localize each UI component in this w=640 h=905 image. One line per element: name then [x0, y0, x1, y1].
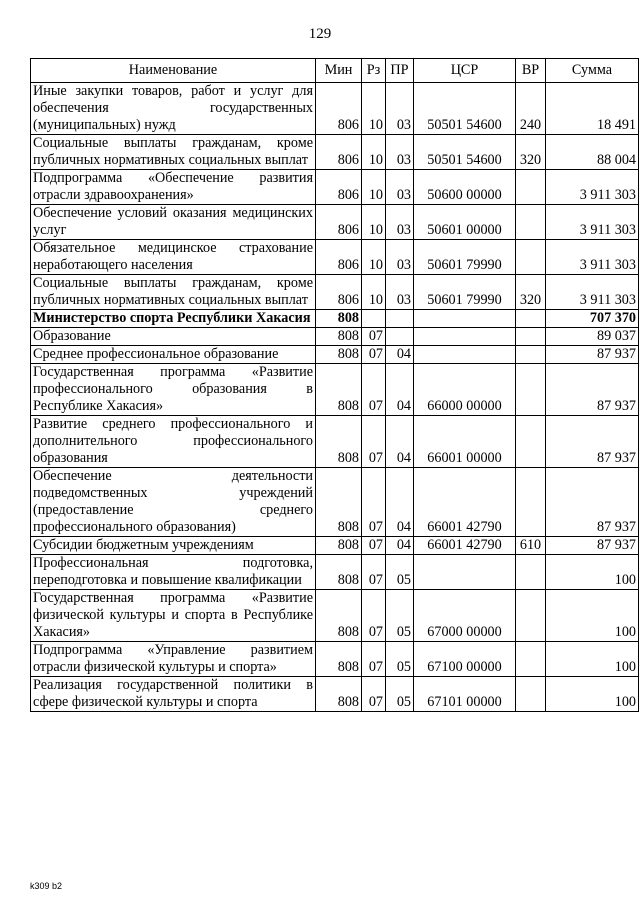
cell-sum: 87 937 — [546, 364, 639, 416]
header-pr: ПР — [386, 59, 414, 83]
cell-rz: 07 — [362, 677, 386, 712]
cell-vr: 320 — [516, 275, 546, 310]
header-name: Наименование — [31, 59, 316, 83]
cell-rz: 07 — [362, 642, 386, 677]
cell-vr — [516, 677, 546, 712]
table-row — [31, 170, 639, 205]
cell-rz: 07 — [362, 346, 386, 364]
cell-pr: 04 — [386, 537, 414, 555]
cell-vr — [516, 590, 546, 642]
cell-pr: 03 — [386, 205, 414, 240]
cell-name: Обязательное медицинское страхование неработающего населения — [31, 240, 316, 275]
cell-rz: 10 — [362, 135, 386, 170]
cell-sum: 87 937 — [546, 346, 639, 364]
cell-vr — [516, 468, 546, 537]
cell-vr: 320 — [516, 135, 546, 170]
cell-sum: 100 — [546, 642, 639, 677]
cell-sum: 87 937 — [546, 537, 639, 555]
cell-min: 806 — [316, 83, 362, 135]
table-row — [31, 590, 639, 642]
cell-csr: 67000 00000 — [414, 590, 516, 642]
cell-rz — [362, 310, 386, 328]
cell-pr: 04 — [386, 364, 414, 416]
cell-pr: 03 — [386, 83, 414, 135]
cell-name: Образование — [31, 328, 316, 346]
cell-csr — [414, 328, 516, 346]
cell-vr — [516, 642, 546, 677]
cell-rz: 07 — [362, 328, 386, 346]
cell-csr: 50600 00000 — [414, 170, 516, 205]
cell-rz: 07 — [362, 416, 386, 468]
table-row — [31, 328, 639, 346]
cell-csr: 67101 00000 — [414, 677, 516, 712]
cell-sum: 3 911 303 — [546, 275, 639, 310]
cell-name: Реализация государственной политики в сфере физической культуры и спорта — [31, 677, 316, 712]
cell-pr: 03 — [386, 170, 414, 205]
cell-sum: 100 — [546, 590, 639, 642]
cell-rz: 10 — [362, 170, 386, 205]
cell-pr: 03 — [386, 135, 414, 170]
header-vr: ВР — [516, 59, 546, 83]
header-rz: Рз — [362, 59, 386, 83]
cell-sum: 88 004 — [546, 135, 639, 170]
table-row — [31, 83, 639, 135]
cell-rz: 10 — [362, 205, 386, 240]
cell-csr: 50501 54600 — [414, 83, 516, 135]
cell-rz: 10 — [362, 240, 386, 275]
cell-name: Иные закупки товаров, работ и услуг для обеспечения государственных (муниципальных) нужд — [31, 83, 316, 135]
cell-pr: 04 — [386, 416, 414, 468]
cell-vr — [516, 364, 546, 416]
cell-pr: 04 — [386, 468, 414, 537]
cell-sum: 100 — [546, 677, 639, 712]
table-row — [31, 677, 639, 712]
cell-csr: 66001 00000 — [414, 416, 516, 468]
cell-name: Социальные выплаты гражданам, кроме публичных нормативных социальных выплат — [31, 135, 316, 170]
cell-sum: 87 937 — [546, 416, 639, 468]
cell-name: Субсидии бюджетным учреждениям — [31, 537, 316, 555]
table-row — [31, 275, 639, 310]
footer-code: k309 b2 — [30, 881, 63, 891]
table-row — [31, 416, 639, 468]
cell-rz: 10 — [362, 83, 386, 135]
cell-name: Обеспечение условий оказания медицинских услуг — [31, 205, 316, 240]
cell-pr: 05 — [386, 642, 414, 677]
cell-min: 806 — [316, 240, 362, 275]
cell-csr: 50501 54600 — [414, 135, 516, 170]
budget-table — [30, 58, 639, 712]
table-row — [31, 310, 639, 328]
cell-min: 808 — [316, 590, 362, 642]
cell-csr: 50601 79990 — [414, 275, 516, 310]
cell-name: Социальные выплаты гражданам, кроме публичных нормативных социальных выплат — [31, 275, 316, 310]
table-row — [31, 555, 639, 590]
cell-csr: 67100 00000 — [414, 642, 516, 677]
cell-vr — [516, 310, 546, 328]
cell-name: Среднее профессиональное образование — [31, 346, 316, 364]
table-row — [31, 537, 639, 555]
cell-vr — [516, 328, 546, 346]
cell-sum: 100 — [546, 555, 639, 590]
header-csr: ЦСР — [414, 59, 516, 83]
cell-sum: 87 937 — [546, 468, 639, 537]
cell-name: Развитие среднего профессионального и дополнительного профессионального образования — [31, 416, 316, 468]
table-row — [31, 346, 639, 364]
cell-vr — [516, 416, 546, 468]
cell-vr: 610 — [516, 537, 546, 555]
cell-vr — [516, 205, 546, 240]
cell-csr: 50601 79990 — [414, 240, 516, 275]
cell-min: 808 — [316, 537, 362, 555]
cell-sum: 89 037 — [546, 328, 639, 346]
cell-vr — [516, 170, 546, 205]
cell-min: 808 — [316, 642, 362, 677]
cell-rz: 07 — [362, 590, 386, 642]
page-number: 129 — [308, 26, 332, 42]
cell-name: Обеспечение деятельности подведомственных учреждений (предоставление среднего профессионального образования) — [31, 468, 316, 537]
cell-pr: 05 — [386, 590, 414, 642]
cell-name: Подпрограмма «Обеспечение развития отрасли здравоохранения» — [31, 170, 316, 205]
cell-rz: 07 — [362, 468, 386, 537]
cell-pr: 03 — [386, 240, 414, 275]
table-row — [31, 240, 639, 275]
cell-vr — [516, 555, 546, 590]
cell-csr: 66000 00000 — [414, 364, 516, 416]
cell-sum: 3 911 303 — [546, 170, 639, 205]
cell-min: 808 — [316, 555, 362, 590]
table-header-row — [31, 59, 639, 83]
cell-pr: 04 — [386, 346, 414, 364]
cell-min: 808 — [316, 364, 362, 416]
cell-sum: 707 370 — [546, 310, 639, 328]
cell-rz: 07 — [362, 555, 386, 590]
cell-min: 808 — [316, 677, 362, 712]
cell-min: 806 — [316, 205, 362, 240]
cell-name: Профессиональная подготовка, переподготовка и повышение квалификации — [31, 555, 316, 590]
cell-min: 806 — [316, 135, 362, 170]
cell-min: 808 — [316, 346, 362, 364]
table-row — [31, 135, 639, 170]
table-row — [31, 205, 639, 240]
cell-sum: 18 491 — [546, 83, 639, 135]
table-row — [31, 364, 639, 416]
cell-pr: 05 — [386, 677, 414, 712]
cell-rz: 10 — [362, 275, 386, 310]
cell-name: Государственная программа «Развитие профессионального образования в Республике Хакасия» — [31, 364, 316, 416]
cell-csr — [414, 310, 516, 328]
cell-pr — [386, 310, 414, 328]
cell-rz: 07 — [362, 537, 386, 555]
cell-min: 806 — [316, 170, 362, 205]
cell-sum: 3 911 303 — [546, 205, 639, 240]
cell-sum: 3 911 303 — [546, 240, 639, 275]
cell-vr — [516, 346, 546, 364]
cell-name: Подпрограмма «Управление развитием отрасли физической культуры и спорта» — [31, 642, 316, 677]
cell-min: 808 — [316, 468, 362, 537]
cell-vr — [516, 240, 546, 275]
cell-min: 808 — [316, 310, 362, 328]
cell-vr: 240 — [516, 83, 546, 135]
header-min: Мин — [316, 59, 362, 83]
header-sum: Сумма — [546, 59, 639, 83]
cell-min: 808 — [316, 328, 362, 346]
cell-pr — [386, 328, 414, 346]
cell-pr: 03 — [386, 275, 414, 310]
table-body — [31, 83, 639, 712]
cell-name: Министерство спорта Республики Хакасия — [31, 310, 316, 328]
cell-rz: 07 — [362, 364, 386, 416]
cell-pr: 05 — [386, 555, 414, 590]
cell-csr — [414, 346, 516, 364]
cell-min: 806 — [316, 275, 362, 310]
cell-csr — [414, 555, 516, 590]
table-row — [31, 642, 639, 677]
cell-min: 808 — [316, 416, 362, 468]
cell-csr: 66001 42790 — [414, 468, 516, 537]
cell-csr: 50601 00000 — [414, 205, 516, 240]
cell-name: Государственная программа «Развитие физической культуры и спорта в Республике Хакасия» — [31, 590, 316, 642]
cell-csr: 66001 42790 — [414, 537, 516, 555]
table-row — [31, 468, 639, 537]
